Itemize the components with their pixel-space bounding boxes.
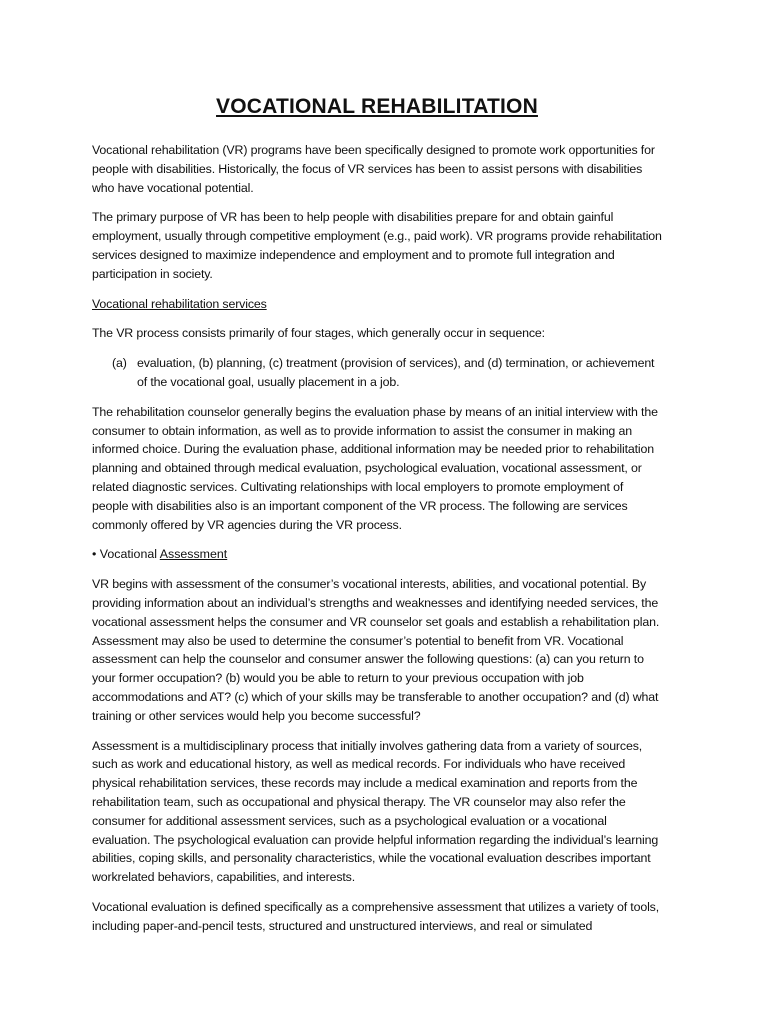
intro-paragraph-2: The primary purpose of VR has been to help people with disabilities prepare for and obtain gainful employment, usually through competitive employment (e.g., paid work). VR programs provide rehabilitation services designed to maximize independence and employment and to promote full integration and participation in society. [92,210,662,281]
intro-paragraph-1: Vocational rehabilitation (VR) programs have been specifically designed to promote work opportunities for people with disabilities. Historically, the focus of VR services has been to assist persons with disabilities who have vocational potential. [92,143,655,195]
bullet-heading-word-2: Assessment [159,547,228,562]
evaluation-paragraph: Vocational evaluation is defined specifically as a comprehensive assessment that utilizes a variety of tools, including paper-and-pencil tests, structured and unstructured interviews, and real or simulated [92,899,660,933]
assessment-paragraph-1: VR begins with assessment of the consumer’s vocational interests, abilities, and vocational potential. By providing information about an individual’s strengths and weaknesses and identifying needed services, the vocational assessment helps the consumer and VR counselor set goals and establish a rehabilitation plan. Assessment may also be used to determine the consumer’s potential to benefit from VR. Vocational assessment can help the counselor and consumer answer the following questions: (a) can you return to your former occupation? (b) would you be able to return to your previous occupation with job accommodations and AT? (c) which of your skills may be transferable to another occupation? and (d) what training or other services would help you become successful? [92,577,660,723]
list-text: evaluation, (b) planning, (c) treatment (provision of services), and (d) termination, or achievement of the vocational goal, usually placement in a job. [137,356,655,389]
bullet-heading-word-1: Vocational [99,547,157,562]
assessment-paragraph-2: Assessment is a multidisciplinary process that initially involves gathering data from a variety of sources, such as work and educational history, as well as medical records. For individuals who have received physical rehabilitation services, these records may include a medical examination and reports from the rehabilitation team, such as occupational and physical therapy. The VR counselor may also refer the consumer for additional assessment services, such as a psychological evaluation or a vocational evaluation. The psychological evaluation can provide helpful information regarding the individual’s learning abilities, coping skills, and personality characteristics, while the vocational evaluation describes important workrelated behaviors, capabilities, and interests. [92,738,659,885]
section-heading: Vocational rehabilitation services [92,296,267,311]
process-intro: The VR process consists primarily of four stages, which generally occur in sequence: [92,326,545,341]
list-item-a [92,354,662,392]
document-title: VOCATIONAL REHABILITATION [216,95,538,118]
bullet-heading [92,545,662,564]
counselor-paragraph: The rehabilitation counselor generally begins the evaluation phase by means of an initial interview with the consumer to obtain information, as well as to provide information to assist the consumer in making an informed choice. During the evaluation phase, additional information may be needed prior to rehabilitation planning and obtained through medical evaluation, psychological evaluation, vocational assessment, or related diagnostic services. Cultivating relationships with local employers to promote employment of people with disabilities also is an important component of the VR process. The following are services commonly offered by VR agencies during the VR process. [92,404,658,532]
bullet-icon: • [92,547,97,562]
list-marker: (a) [112,356,127,371]
